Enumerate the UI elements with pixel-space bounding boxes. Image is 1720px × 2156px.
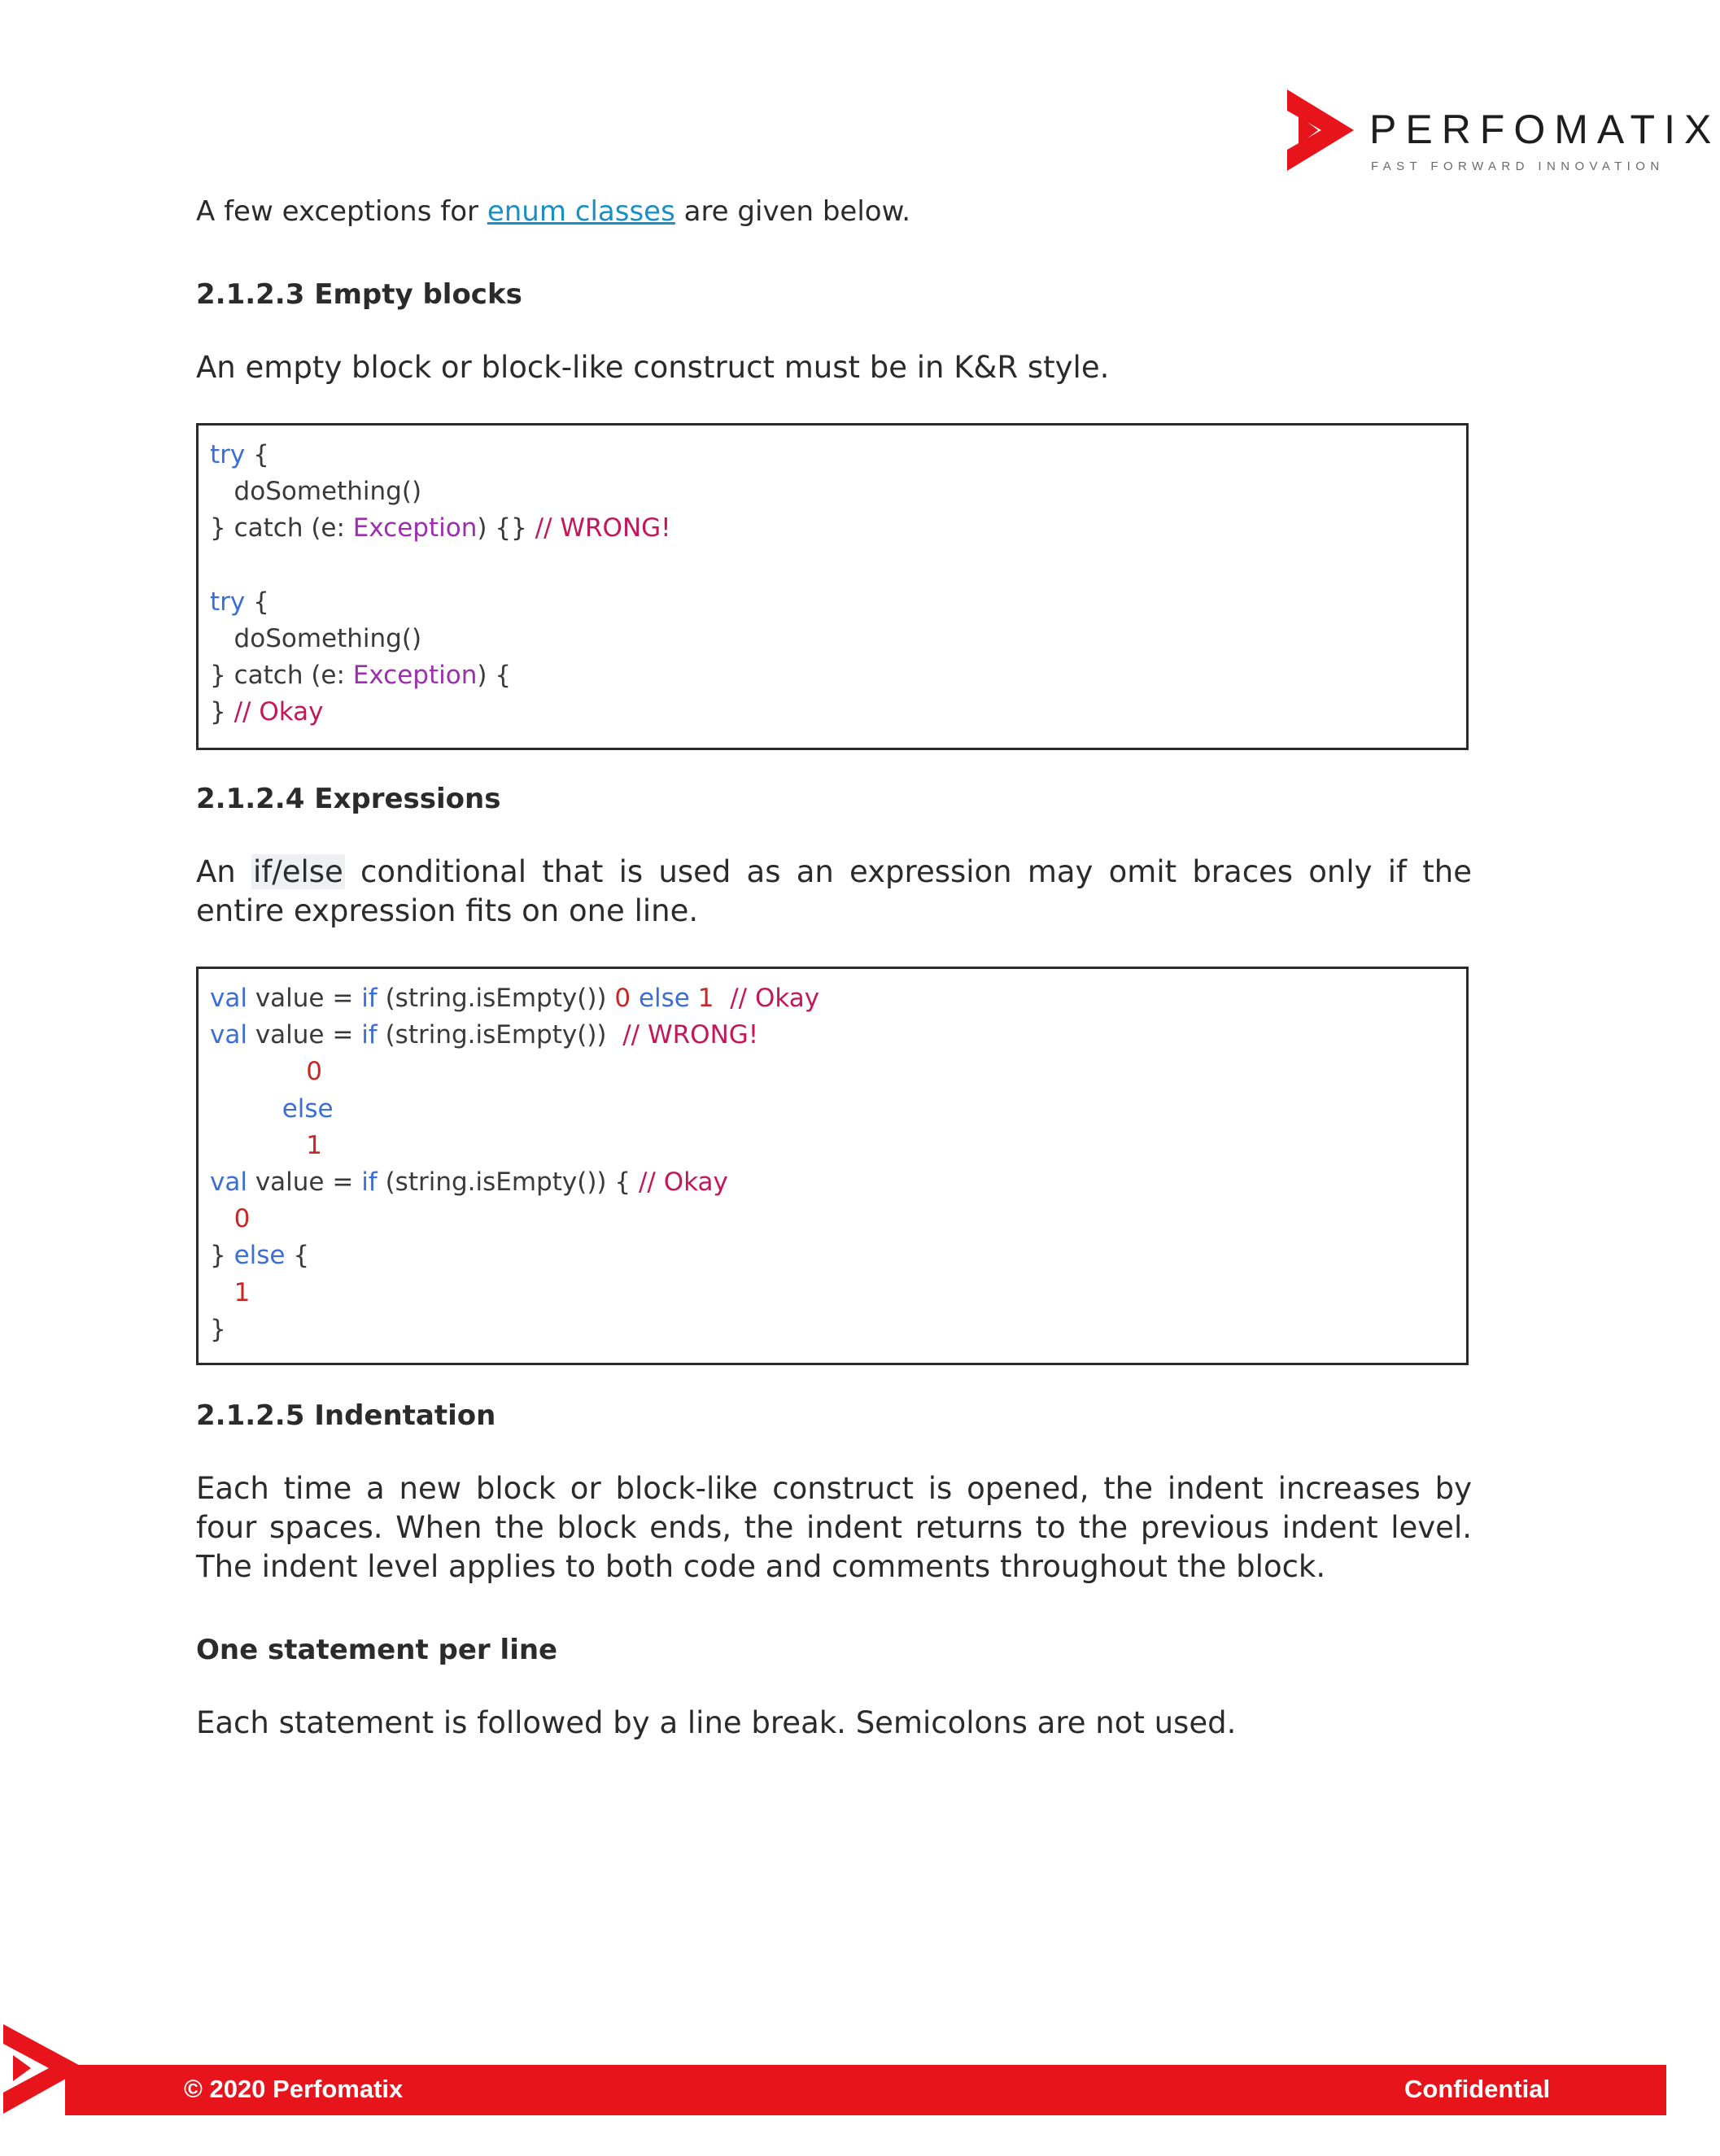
code-line: [210, 510, 1466, 547]
code-line: [210, 1275, 1466, 1311]
code-token: Exception: [352, 661, 478, 691]
code-line: [210, 1128, 1466, 1164]
brand-name: PERFOMATIX: [1369, 107, 1720, 152]
code-token: [210, 1204, 234, 1233]
code-line: [210, 548, 1466, 584]
code-token: [714, 984, 730, 1013]
code-token: } catch (e:: [210, 661, 353, 691]
code-line: [210, 437, 1466, 474]
code-token: val: [210, 984, 247, 1013]
code-line: [210, 474, 1466, 510]
code-line: [210, 1017, 1466, 1054]
code-token: 1: [697, 984, 714, 1013]
code-line: [210, 621, 1466, 657]
code-token: 0: [234, 1204, 251, 1234]
expressions-text: [196, 853, 1472, 931]
intro-text-before: A few exceptions for: [196, 195, 487, 228]
brand-logo: [1284, 88, 1720, 179]
code-token: Exception: [352, 513, 478, 543]
one-statement-text: Each statement is followed by a line break. Semicolons are not used.: [196, 1705, 1237, 1740]
code-token: try: [210, 440, 246, 469]
brand-tagline: FAST FORWARD INNOVATION: [1371, 159, 1665, 173]
code-token: val: [210, 1167, 247, 1197]
code-token: [210, 1278, 234, 1307]
footer-copyright: © 2020 Perfomatix: [184, 2075, 404, 2103]
code-token: }: [210, 1314, 226, 1344]
page-footer: [0, 2018, 1666, 2115]
code-line: [210, 1311, 1466, 1348]
heading-one-statement-per-line: One statement per line: [196, 1634, 558, 1666]
code-token: // Okay: [730, 984, 820, 1013]
heading-expressions: 2.1.2.4 Expressions: [196, 783, 501, 815]
code-token: doSomething(): [210, 623, 422, 653]
code-token: (string.isEmpty()): [377, 1020, 623, 1050]
intro-text-after: are given below.: [674, 195, 911, 228]
code-token: // WRONG!: [535, 513, 671, 543]
code-token: [210, 1094, 282, 1124]
heading-indentation: 2.1.2.5 Indentation: [196, 1399, 496, 1432]
code-line: [210, 980, 1466, 1017]
intro-paragraph: [196, 192, 1472, 231]
code-token: // Okay: [234, 697, 324, 727]
code-token: else: [638, 984, 690, 1013]
code-token: (string.isEmpty()): [377, 984, 615, 1013]
code-token: {: [245, 587, 269, 617]
enum-classes-link[interactable]: enum classes: [487, 195, 675, 228]
expressions-text-after: conditional that is used as an expression may omit braces only if the entire expression fits on one line.: [196, 854, 1472, 928]
code-line: [210, 1164, 1466, 1201]
code-token: (string.isEmpty()) {: [377, 1167, 639, 1197]
code-block-empty-blocks: [196, 423, 1469, 750]
code-line: [210, 1201, 1466, 1237]
heading-empty-blocks: 2.1.2.3 Empty blocks: [196, 278, 522, 311]
code-token: // Okay: [638, 1167, 728, 1197]
code-line: [210, 1054, 1466, 1090]
code-token: [210, 1131, 306, 1160]
code-token: doSomething(): [210, 477, 422, 507]
code-token: } catch (e:: [210, 513, 353, 543]
code-token: if: [361, 984, 378, 1013]
code-line: [210, 584, 1466, 621]
code-line: [210, 657, 1466, 694]
footer-confidential: Confidential: [1404, 2075, 1551, 2103]
code-line: [210, 694, 1466, 731]
code-token: else: [282, 1093, 334, 1124]
code-token: [210, 551, 218, 580]
code-token: 1: [234, 1277, 251, 1307]
code-token: ) {}: [477, 513, 535, 543]
code-token: }: [210, 1241, 234, 1271]
code-token: // WRONG!: [622, 1020, 759, 1050]
code-token: [690, 984, 698, 1013]
code-line: [210, 1091, 1466, 1128]
code-token: 0: [614, 984, 631, 1013]
code-token: val: [210, 1020, 247, 1050]
code-token: {: [245, 440, 269, 469]
indentation-text: Each time a new block or block-like construct is opened, the indent increases by four spaces. When the block ends, the indent returns to the previous indent level. The indent level applies to both code and comments throughout the block.: [196, 1471, 1472, 1584]
empty-blocks-text: An empty block or block-like construct must be in K&R style.: [196, 350, 1110, 385]
code-token: else: [234, 1241, 286, 1271]
inline-code-if-else: if/else: [252, 854, 343, 889]
play-chevron-logo-icon: [1284, 88, 1355, 172]
code-token: [631, 984, 639, 1013]
code-token: {: [285, 1241, 310, 1271]
code-token: 0: [306, 1057, 322, 1087]
code-token: if: [361, 1167, 378, 1197]
code-token: 1: [306, 1130, 322, 1160]
code-token: value =: [247, 1020, 362, 1050]
code-token: [210, 1057, 306, 1086]
code-token: value =: [247, 984, 362, 1013]
code-token: }: [210, 697, 234, 727]
expressions-text-before: An: [196, 854, 251, 889]
code-block-expressions: [196, 967, 1469, 1365]
code-token: ) {: [477, 661, 512, 691]
code-line: [210, 1237, 1466, 1274]
code-token: value =: [247, 1167, 362, 1197]
code-token: try: [210, 587, 246, 617]
code-token: if: [361, 1020, 378, 1050]
